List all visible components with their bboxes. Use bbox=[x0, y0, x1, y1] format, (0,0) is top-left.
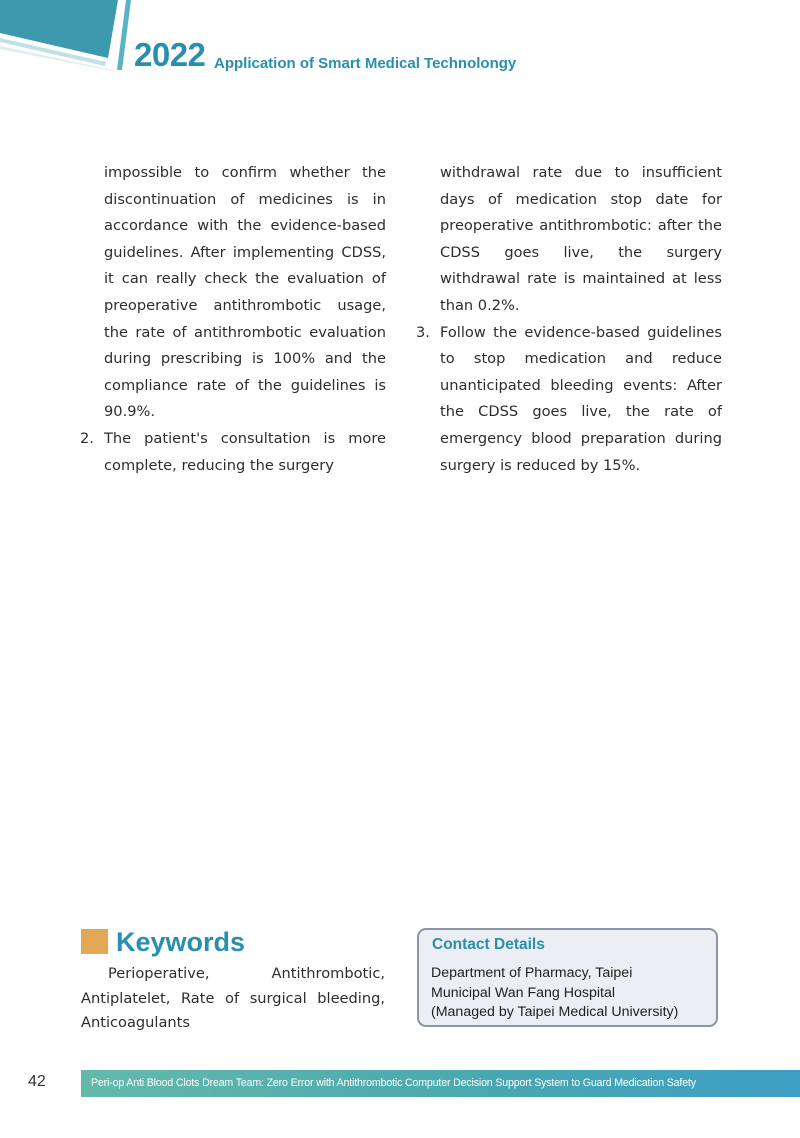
keywords-square-icon bbox=[81, 929, 108, 954]
list-item-2 bbox=[80, 426, 386, 479]
contact-details-text bbox=[431, 964, 721, 1023]
contact-line-1: Department of Pharmacy, Taipei bbox=[431, 965, 633, 981]
keywords-heading: Keywords bbox=[116, 927, 246, 957]
header-banner-graphic bbox=[0, 0, 140, 75]
list-item-3-text: Follow the evidence-based guidelines to stop medication and reduce unanticipated bleeding events: After the CDSS goes live, the rate of emergency blood preparation during surgery is reduced by 15%. bbox=[440, 323, 722, 474]
keywords-text: Perioperative, Antithrombotic, Antiplatelet, Rate of surgical bleeding, Anticoagulants bbox=[81, 965, 385, 1031]
list-item-3 bbox=[416, 320, 722, 480]
list-item-2-continuation: withdrawal rate due to insufficient days of medication stop date for preoperative antithrombotic: after the CDSS goes live, the surgery withdrawal rate is maintained at less than 0.2%. bbox=[440, 164, 722, 314]
left-column bbox=[80, 160, 386, 479]
right-column bbox=[416, 160, 722, 479]
list-number-2: 2. bbox=[80, 429, 94, 447]
list-item-2-text: The patient's consultation is more complete, reducing the surgery bbox=[104, 429, 386, 474]
footer-title: Peri-op Anti Blood Clots Dream Team: Zero Error with Antithrombotic Computer Decision Support System to Guard Medication Safety bbox=[91, 1077, 696, 1089]
header-subtitle: Application of Smart Medical Technolongy bbox=[214, 55, 517, 72]
page-number: 42 bbox=[28, 1073, 46, 1090]
left-intro-paragraph: impossible to confirm whether the discontinuation of medicines is in accordance with the evidence-based guidelines. After implementing CDSS, it can really check the evaluation of preoperative antithrombotic usage, the rate of antithrombotic evaluation during prescribing is 100% and the compliance rate of the guidelines is 90.9%. bbox=[104, 164, 386, 421]
contact-details-heading: Contact Details bbox=[432, 936, 545, 953]
contact-details-box bbox=[417, 928, 718, 1027]
list-number-3: 3. bbox=[416, 323, 430, 341]
contact-line-2: Municipal Wan Fang Hospital bbox=[431, 984, 615, 1001]
footer-bar bbox=[81, 1070, 800, 1097]
header-year: 2022 bbox=[134, 36, 206, 73]
contact-line-3: (Managed by Taipei Medical University) bbox=[431, 1004, 679, 1020]
